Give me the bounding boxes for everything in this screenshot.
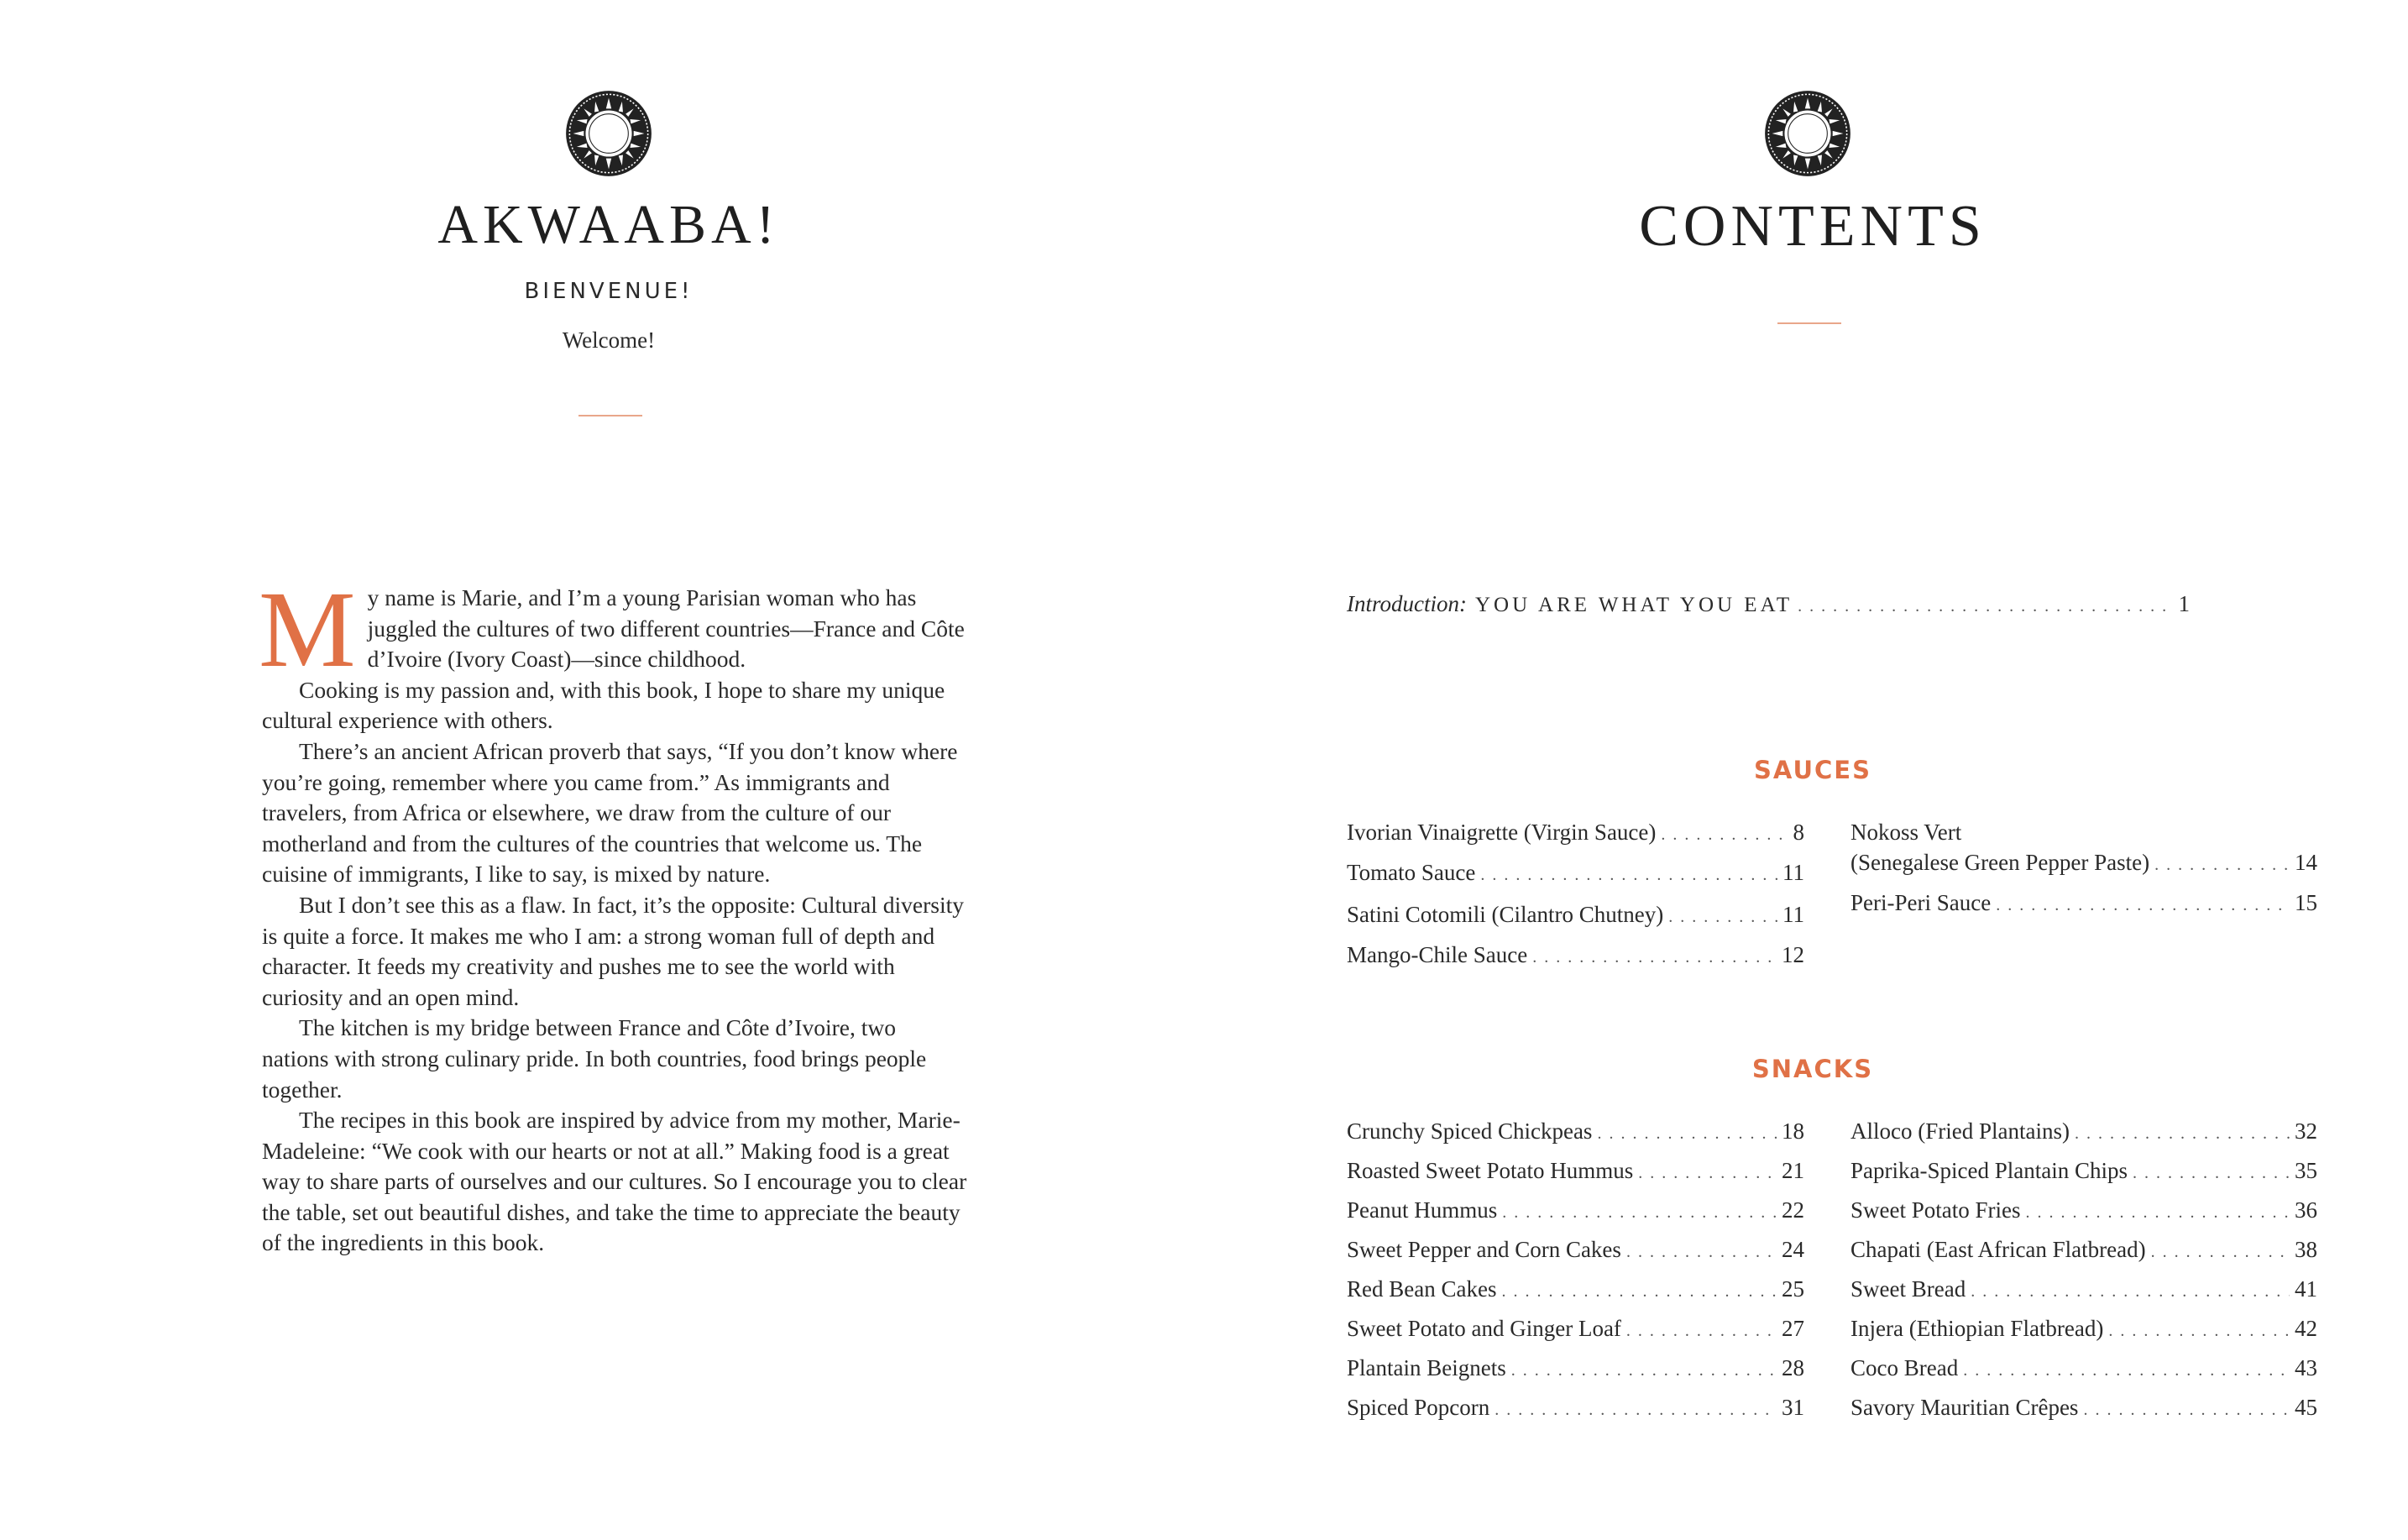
intro-label: Introduction: [1347,591,1467,616]
paragraph: The recipes in this book are inspired by advice from my mother, Marie-Madeleine: “We cook with our hearts or not at all.” Making food is a great way to share parts of ourselves and our cultures. So I encourage you to clear the table, set out beautiful dishes, and take the time to appreciate the beauty of the ingredients in this book. [262,1107,967,1256]
dot-leader [1996,896,2290,915]
dot-leader [1626,1322,1777,1341]
toc-entry[interactable] [1850,1197,2317,1237]
toc-column-sauces-right [1850,820,2317,930]
paragraph: There’s an ancient African proverb that says, “If you don’t know where you’re going, remember where you came from.” As immigrants and travelers, from Africa or elsewhere, we draw from the culture of our motherland and from the cultures of the countries that welcome us. The cuisine of immigrants, I like to say, is mixed by nature. [262,737,958,888]
toc-entry[interactable] [1850,890,2317,930]
dot-leader [1480,866,1777,885]
page-number: 14 [2295,850,2317,875]
right-page [1204,0,2408,1540]
entry-label: Alloco (Fried Plantains) [1850,1118,2070,1144]
entry-label: Peanut Hummus [1347,1197,1498,1223]
page-number: 38 [2295,1237,2317,1262]
entry-label: Crunchy Spiced Chickpeas [1347,1118,1593,1144]
toc-entry[interactable] [1347,820,1804,860]
toc-entry[interactable] [1347,942,1804,982]
toc-entry[interactable] [1347,902,1804,942]
page-number: 24 [1782,1237,1804,1262]
page-number: 25 [1782,1276,1804,1302]
toc-entry[interactable] [1850,1276,2317,1316]
entry-label: Spiced Popcorn [1347,1395,1490,1420]
page-number: 12 [1782,942,1804,967]
entry-label: Sweet Potato Fries [1850,1197,2021,1223]
entry-label: Coco Bread [1850,1355,1959,1380]
toc-column-snacks-left [1347,1118,1804,1434]
page-number: 22 [1782,1197,1804,1223]
entry-label: Satini Cotomili (Cilantro Chutney) [1347,902,1664,927]
page-number: 31 [1782,1395,1804,1420]
dot-leader [2154,856,2290,875]
toc-entry[interactable] [1850,1237,2317,1276]
toc-entry[interactable] [1347,1158,1804,1197]
dot-leader [2108,1322,2290,1341]
toc-intro-entry[interactable] [1347,591,2190,617]
toc-entry[interactable] [1347,1355,1804,1395]
page-number: 21 [1782,1158,1804,1183]
page-number: 36 [2295,1197,2317,1223]
page-number: 11 [1782,902,1804,927]
toc-column-snacks-right [1850,1118,2317,1434]
toc-entry[interactable] [1347,1237,1804,1276]
entry-label: (Senegalese Green Pepper Paste) [1850,850,2150,875]
dot-leader [1532,948,1777,967]
divider-rule [578,415,642,416]
entry-label: Injera (Ethiopian Flatbread) [1850,1316,2104,1341]
toc-entry[interactable] [1347,1395,1804,1434]
toc-entry[interactable] [1347,860,1804,902]
dot-leader [1668,908,1777,927]
intro-title: YOU ARE WHAT YOU EAT [1474,594,1793,616]
page-number: 43 [2295,1355,2317,1380]
entry-label: Sweet Potato and Ginger Loaf [1347,1316,1621,1341]
dot-leader [1971,1282,2290,1302]
entry-label: Nokoss Vert [1850,820,1962,845]
dot-leader [2083,1401,2290,1420]
entry-label: Paprika-Spiced Plantain Chips [1850,1158,2128,1183]
toc-entry[interactable] [1347,1276,1804,1316]
page-number: 1 [2178,591,2190,616]
toc-entry[interactable] [1850,850,2317,890]
page-number: 15 [2295,890,2317,915]
page-subtitle: BIENVENUE! [524,279,694,304]
page-number: 35 [2295,1158,2317,1183]
dot-leader [1495,1401,1777,1420]
entry-label: Ivorian Vinaigrette (Virgin Sauce) [1347,820,1657,845]
paragraph: The kitchen is my bridge between France and Côte d’Ivoire, two nations with strong culinary pride. In both countries, food brings people together. [262,1014,927,1103]
dot-leader [1502,1203,1777,1223]
entry-label: Chapati (East African Flatbread) [1850,1237,2146,1262]
page-tagline: Welcome! [562,327,656,353]
drop-cap: M [259,569,356,690]
section-heading-sauces: SAUCES [1754,756,1871,784]
page-number: 32 [2295,1118,2317,1144]
paragraph: But I don’t see this as a flaw. In fact, it’s the opposite: Cultural diversity is quite a force. It makes me who I am: a strong woman full of depth and character. It feeds my creativity and pushes me to see the world with curiosity and an open mind. [262,891,965,1010]
dot-leader [1963,1361,2290,1380]
dot-leader [2075,1124,2290,1144]
dot-leader [2026,1203,2290,1223]
entry-label: Mango-Chile Sauce [1347,942,1528,967]
dot-leader [1501,1282,1777,1302]
dot-leader [1511,1361,1777,1380]
paragraph-text: y name is Marie, and I’m a young Parisian woman who has juggled the cultures of two different countries—France and Côte d’Ivoire (Ivory Coast)—since childhood. [367,584,965,673]
paragraph: Cooking is my passion and, with this book, I hope to share my unique cultural experience with others. [262,676,945,734]
toc-entry[interactable] [1850,1118,2317,1158]
dot-leader [1661,825,1788,845]
page-number: 42 [2295,1316,2317,1341]
toc-entry[interactable] [1347,1118,1804,1158]
page-number: 27 [1782,1316,1804,1341]
entry-label: Tomato Sauce [1347,860,1476,885]
intro-text [259,569,967,1259]
toc-entry[interactable] [1850,1355,2317,1395]
divider-rule [1777,322,1841,324]
dot-leader [2133,1164,2290,1183]
entry-label: Sweet Bread [1850,1276,1966,1302]
entry-label: Roasted Sweet Potato Hummus [1347,1158,1634,1183]
entry-label: Sweet Pepper and Corn Cakes [1347,1237,1621,1262]
entry-label: Savory Mauritian Crêpes [1850,1395,2079,1420]
toc-entry[interactable] [1850,1158,2317,1197]
toc-entry[interactable] [1850,1395,2317,1434]
page-title: AKWAABA! [437,194,780,255]
page-number: 8 [1793,820,1804,845]
page-number: 45 [2295,1395,2317,1420]
entry-label: Peri-Peri Sauce [1850,890,1992,915]
entry-label: Red Bean Cakes [1347,1276,1497,1302]
dot-leader [1626,1243,1777,1262]
sun-medallion-icon [564,89,653,178]
sun-medallion-icon [1763,89,1852,178]
dot-leader [1597,1124,1777,1144]
dot-leader [1638,1164,1777,1183]
toc-entry[interactable] [1347,1197,1804,1237]
paragraph [259,569,967,690]
page-number: 41 [2295,1276,2317,1302]
dot-leader [1798,597,2173,616]
page-title: CONTENTS [1639,194,1987,259]
page-number: 28 [1782,1355,1804,1380]
section-heading-snacks: SNACKS [1751,1055,1874,1083]
toc-entry[interactable] [1347,1316,1804,1355]
page-number: 11 [1782,860,1804,885]
toc-entry[interactable] [1850,1316,2317,1355]
entry-label: Plantain Beignets [1347,1355,1506,1380]
toc-entry-multiline-first[interactable] [1850,820,2317,850]
toc-column-sauces-left [1347,820,1804,982]
page-number: 18 [1782,1118,1804,1144]
dot-leader [2151,1243,2290,1262]
